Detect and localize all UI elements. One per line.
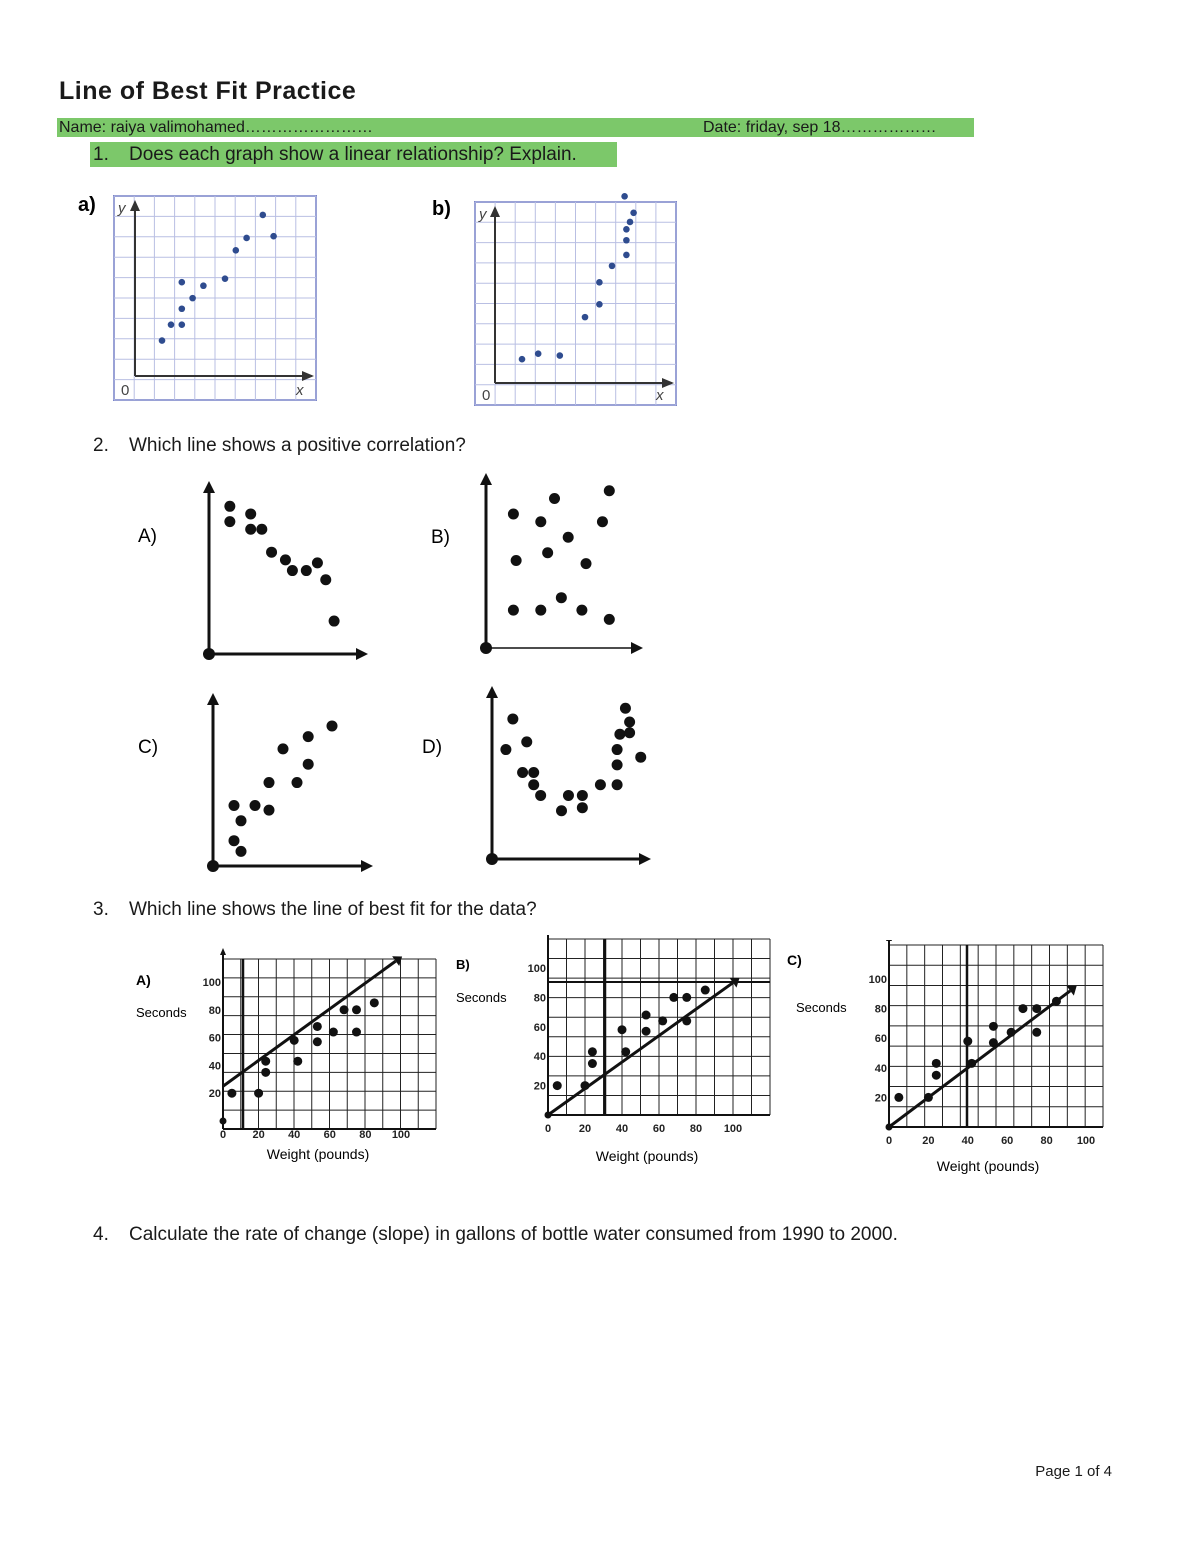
data-point bbox=[618, 1025, 627, 1034]
data-point bbox=[623, 226, 630, 233]
x-axis-label: Weight (pounds) bbox=[266, 1146, 370, 1162]
data-point bbox=[293, 1057, 302, 1066]
data-point bbox=[270, 233, 277, 240]
y-tick-label: 60 bbox=[533, 1021, 546, 1034]
x-tick-label: 60 bbox=[1001, 1135, 1014, 1147]
data-point bbox=[612, 744, 623, 755]
data-point bbox=[535, 790, 546, 801]
y-tick-label: 40 bbox=[208, 1060, 221, 1073]
data-point bbox=[254, 1089, 263, 1098]
x-tick-label: 0 bbox=[219, 1129, 227, 1141]
data-point bbox=[535, 605, 546, 616]
data-point bbox=[352, 1028, 361, 1037]
data-point bbox=[597, 516, 608, 527]
data-point bbox=[612, 759, 623, 770]
graph-label: B) bbox=[456, 957, 470, 972]
data-point bbox=[932, 1059, 941, 1068]
data-point bbox=[159, 337, 166, 344]
data-point bbox=[507, 713, 518, 724]
x-tick-label: 60 bbox=[652, 1123, 666, 1135]
data-point bbox=[642, 1027, 651, 1036]
data-point bbox=[301, 565, 312, 576]
data-point bbox=[609, 263, 616, 270]
x-axis-arrow bbox=[356, 648, 368, 660]
data-point bbox=[701, 986, 710, 995]
data-point bbox=[264, 805, 275, 816]
origin-dot bbox=[207, 860, 219, 872]
graph-label: D) bbox=[422, 737, 443, 758]
data-point bbox=[620, 703, 631, 714]
data-point bbox=[604, 485, 615, 496]
data-point bbox=[669, 993, 678, 1002]
data-point bbox=[621, 193, 628, 200]
page-number: Page 1 of 4 bbox=[1035, 1463, 1112, 1480]
data-point bbox=[630, 210, 637, 217]
data-point bbox=[168, 321, 175, 328]
origin-label: 0 bbox=[482, 387, 491, 404]
data-point bbox=[179, 279, 186, 286]
data-point bbox=[517, 767, 528, 778]
data-point bbox=[528, 767, 539, 778]
question-text: Calculate the rate of change (slope) in gallons of bottle water consumed from 1990 to 2000. bbox=[129, 1224, 898, 1245]
data-point bbox=[553, 1081, 562, 1090]
data-point bbox=[556, 592, 567, 603]
data-point bbox=[989, 1022, 998, 1031]
y-axis-label: Seconds bbox=[796, 1000, 847, 1015]
y-tick-label: 60 bbox=[874, 1033, 887, 1046]
data-point bbox=[313, 1037, 322, 1046]
y-tick-label: 80 bbox=[533, 992, 546, 1005]
y-tick-label: 60 bbox=[208, 1032, 221, 1045]
data-point bbox=[623, 252, 630, 259]
data-point bbox=[1018, 1004, 1027, 1013]
data-point bbox=[256, 524, 267, 535]
y-axis-arrow bbox=[486, 686, 498, 698]
data-point bbox=[894, 1093, 903, 1102]
y-axis-arrow bbox=[490, 206, 500, 217]
data-point bbox=[563, 790, 574, 801]
data-point bbox=[588, 1059, 597, 1068]
data-point bbox=[327, 720, 338, 731]
x-tick-label: 0 bbox=[885, 1135, 893, 1147]
graph-q3B bbox=[452, 935, 777, 1170]
data-point bbox=[576, 605, 587, 616]
y-tick-label: 40 bbox=[533, 1051, 546, 1064]
data-point bbox=[658, 1016, 667, 1025]
question-number: 1. bbox=[93, 144, 109, 165]
origin-label: 0 bbox=[121, 382, 130, 399]
x-tick-label: 20 bbox=[922, 1135, 935, 1147]
data-point bbox=[303, 731, 314, 742]
origin-dot bbox=[480, 642, 492, 654]
graph-q2A bbox=[130, 470, 390, 670]
data-point bbox=[624, 727, 635, 738]
origin-dot bbox=[886, 1124, 893, 1131]
data-point bbox=[292, 777, 303, 788]
data-point bbox=[233, 247, 240, 254]
data-point bbox=[320, 574, 331, 585]
question-number: 4. bbox=[93, 1224, 109, 1245]
x-tick-label: 20 bbox=[252, 1129, 265, 1141]
data-point bbox=[278, 743, 289, 754]
data-point bbox=[224, 516, 235, 527]
x-axis-arrow bbox=[639, 853, 651, 865]
data-point bbox=[303, 759, 314, 770]
data-point bbox=[227, 1089, 236, 1098]
data-point bbox=[312, 557, 323, 568]
y-axis-arrow bbox=[220, 948, 226, 955]
graph-label: A) bbox=[136, 972, 151, 988]
y-axis-arrow bbox=[130, 200, 140, 211]
graph-label: C) bbox=[787, 952, 802, 968]
x-tick-label: 0 bbox=[544, 1123, 552, 1135]
data-point bbox=[236, 815, 247, 826]
origin-dot bbox=[203, 648, 215, 660]
x-tick-label: 80 bbox=[689, 1123, 703, 1135]
data-point bbox=[329, 616, 340, 627]
data-point bbox=[229, 835, 240, 846]
y-axis-arrow bbox=[480, 473, 492, 485]
data-point bbox=[189, 295, 196, 302]
question-text: Which line shows the line of best fit for the data? bbox=[129, 899, 537, 920]
data-point bbox=[581, 558, 592, 569]
data-point bbox=[313, 1022, 322, 1031]
x-axis-arrow bbox=[361, 860, 373, 872]
x-tick-label: 40 bbox=[615, 1123, 629, 1135]
y-tick-label: 40 bbox=[874, 1062, 887, 1075]
data-point bbox=[243, 235, 250, 242]
x-tick-label: 20 bbox=[578, 1123, 592, 1135]
data-point bbox=[280, 554, 291, 565]
x-axis-arrow bbox=[631, 642, 643, 654]
graph-label: a) bbox=[78, 194, 96, 216]
x-axis-label: x bbox=[296, 382, 304, 399]
y-axis-label: Seconds bbox=[456, 990, 507, 1005]
question-text: Which line shows a positive correlation? bbox=[129, 435, 466, 456]
data-point bbox=[260, 212, 267, 219]
graph-q1b bbox=[430, 190, 690, 415]
data-point bbox=[224, 501, 235, 512]
data-point bbox=[245, 524, 256, 535]
data-point bbox=[340, 1005, 349, 1014]
x-tick-label: 100 bbox=[1076, 1135, 1096, 1147]
data-point bbox=[563, 532, 574, 543]
data-point bbox=[577, 790, 588, 801]
data-point bbox=[582, 314, 589, 321]
data-point bbox=[595, 779, 606, 790]
data-point bbox=[179, 305, 186, 312]
y-axis-arrow bbox=[203, 481, 215, 493]
data-point bbox=[287, 565, 298, 576]
data-point bbox=[621, 1047, 630, 1056]
date-field: Date: friday, sep 18……………… bbox=[703, 119, 937, 136]
x-tick-label: 100 bbox=[391, 1129, 411, 1141]
data-point bbox=[627, 219, 634, 226]
data-point bbox=[222, 275, 229, 282]
data-point bbox=[245, 508, 256, 519]
data-point bbox=[535, 350, 542, 357]
y-tick-label: 20 bbox=[533, 1080, 546, 1093]
data-point bbox=[535, 516, 546, 527]
question-number: 2. bbox=[93, 435, 109, 456]
x-tick-label: 100 bbox=[723, 1123, 743, 1135]
y-tick-label: 20 bbox=[208, 1088, 221, 1101]
data-point bbox=[229, 800, 240, 811]
graph-q1a bbox=[70, 185, 330, 410]
data-point bbox=[577, 802, 588, 813]
graph-label: B) bbox=[431, 527, 450, 548]
graph-label: C) bbox=[138, 737, 159, 758]
data-point bbox=[179, 321, 186, 328]
best-fit-line bbox=[223, 961, 396, 1086]
data-point bbox=[588, 1047, 597, 1056]
x-axis-label: Weight (pounds) bbox=[936, 1158, 1040, 1174]
y-axis-label: y bbox=[479, 206, 487, 223]
data-point bbox=[500, 744, 511, 755]
origin-dot bbox=[545, 1112, 552, 1119]
x-axis-label: Weight (pounds) bbox=[595, 1148, 699, 1164]
data-point bbox=[596, 279, 603, 286]
data-point bbox=[557, 352, 564, 359]
name-field: Name: raiya valimohamed…………………… bbox=[59, 119, 373, 136]
graph-q3C bbox=[785, 940, 1110, 1180]
y-tick-label: 100 bbox=[202, 977, 221, 989]
graph-label: A) bbox=[138, 526, 157, 547]
x-tick-label: 80 bbox=[1040, 1135, 1053, 1147]
y-axis-arrow bbox=[207, 693, 219, 705]
data-point bbox=[200, 282, 207, 289]
y-axis-arrow bbox=[886, 940, 892, 941]
data-point bbox=[511, 555, 522, 566]
graph-q2C bbox=[130, 685, 390, 880]
x-tick-label: 40 bbox=[961, 1135, 974, 1147]
y-tick-label: 80 bbox=[874, 1003, 887, 1016]
data-point bbox=[642, 1011, 651, 1020]
data-point bbox=[528, 779, 539, 790]
data-point bbox=[329, 1028, 338, 1037]
data-point bbox=[352, 1005, 361, 1014]
x-tick-label: 40 bbox=[288, 1129, 301, 1141]
x-tick-label: 60 bbox=[323, 1129, 336, 1141]
data-point bbox=[549, 493, 560, 504]
data-point bbox=[508, 605, 519, 616]
data-point bbox=[519, 356, 526, 363]
y-tick-label: 20 bbox=[874, 1092, 887, 1105]
origin-dot bbox=[220, 1118, 227, 1125]
y-tick-label: 100 bbox=[868, 974, 887, 986]
x-axis-arrow bbox=[662, 378, 674, 388]
data-point bbox=[1032, 1028, 1041, 1037]
data-point bbox=[612, 779, 623, 790]
data-point bbox=[542, 547, 553, 558]
y-axis-label: y bbox=[118, 200, 126, 217]
x-axis-label: x bbox=[656, 387, 664, 404]
data-point bbox=[963, 1037, 972, 1046]
origin-dot bbox=[486, 853, 498, 865]
data-point bbox=[521, 736, 532, 747]
data-point bbox=[508, 509, 519, 520]
data-point bbox=[604, 614, 615, 625]
data-point bbox=[623, 237, 630, 244]
data-point bbox=[264, 777, 275, 788]
data-point bbox=[682, 993, 691, 1002]
graph-label: b) bbox=[432, 198, 451, 220]
data-point bbox=[556, 805, 567, 816]
graph-q2D bbox=[418, 680, 678, 875]
graph-q3A bbox=[130, 945, 445, 1170]
graph-q2B bbox=[425, 465, 665, 670]
question-number: 3. bbox=[93, 899, 109, 920]
data-point bbox=[250, 800, 261, 811]
data-point bbox=[932, 1071, 941, 1080]
y-tick-label: 80 bbox=[208, 1004, 221, 1017]
y-axis-label: Seconds bbox=[136, 1005, 187, 1020]
question-text: Does each graph show a linear relationship? Explain. bbox=[129, 144, 577, 165]
page-title: Line of Best Fit Practice bbox=[59, 77, 357, 105]
data-point bbox=[261, 1068, 270, 1077]
data-point bbox=[624, 717, 635, 728]
x-tick-label: 80 bbox=[359, 1129, 372, 1141]
data-point bbox=[614, 729, 625, 740]
data-point bbox=[596, 301, 603, 308]
y-tick-label: 100 bbox=[527, 963, 546, 975]
data-point bbox=[635, 752, 646, 763]
data-point bbox=[1032, 1004, 1041, 1013]
data-point bbox=[236, 846, 247, 857]
data-point bbox=[370, 998, 379, 1007]
data-point bbox=[266, 547, 277, 558]
